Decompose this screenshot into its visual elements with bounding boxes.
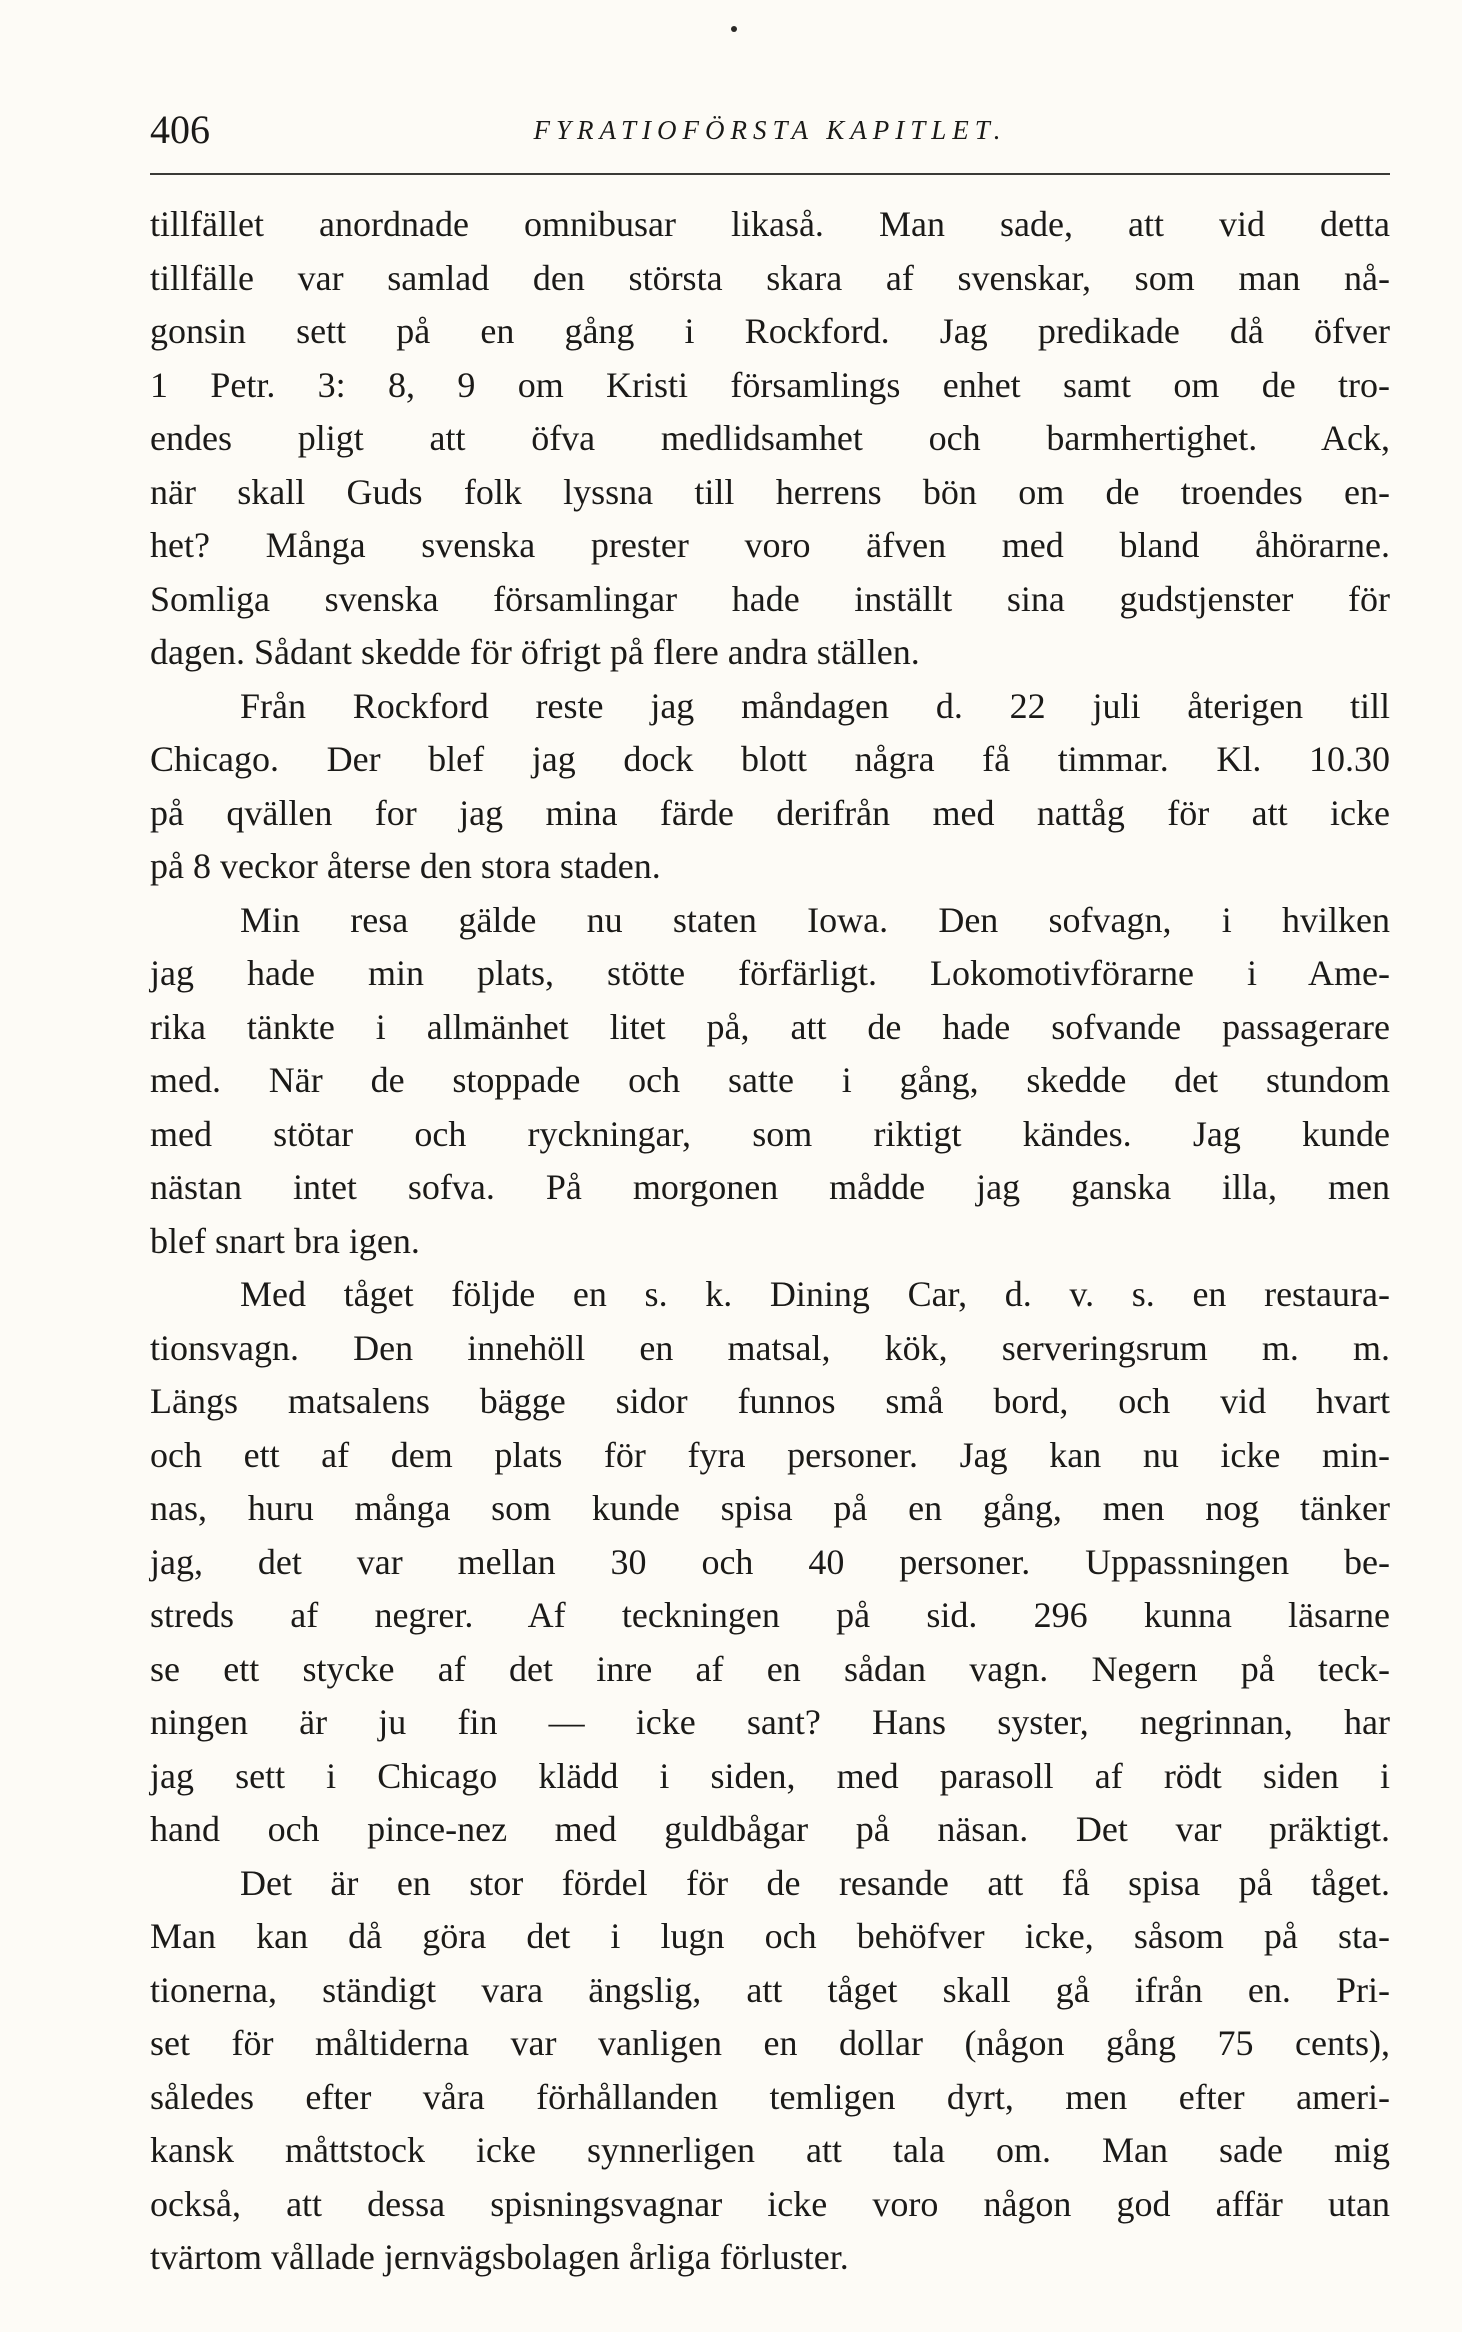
header-rule (150, 173, 1390, 175)
text-line: tvärtom vållade jernvägsbolagen årliga förluster. (150, 2237, 849, 2277)
text-line: med. När de stoppade och satte i gång, skedde det stundom (150, 1060, 1390, 1100)
text-line: ningen är ju fin — icke sant? Hans syster, negrinnan, har (150, 1702, 1390, 1742)
text-line: nästan intet sofva. På morgonen mådde jag ganska illa, men (150, 1167, 1390, 1207)
text-line: blef snart bra igen. (150, 1220, 420, 1261)
text-line: het? Många svenska prester voro äfven med bland åhörarne. (150, 525, 1390, 565)
body-text (150, 198, 1390, 2285)
text-line: när skall Guds folk lyssna till herrens bön om de troendes en- (150, 471, 1390, 512)
text-line: nas, huru många som kunde spisa på en gång, men nog tänker (150, 1488, 1390, 1528)
text-line: hand och pince-nez med guldbågar på näsan. Det var präktigt. (150, 1809, 1390, 1849)
text-line: jag hade min plats, stötte förfärligt. Lokomotivförarne i Ame- (150, 953, 1390, 993)
text-line: tillfälle var samlad den största skara af svenskar, som man nå- (150, 257, 1390, 298)
text-line: Från Rockford reste jag måndagen d. 22 juli återigen till (240, 685, 1390, 726)
text-line: rika tänkte i allmänhet litet på, att de hade sofvande passagerare (150, 1006, 1390, 1047)
text-line: Längs matsalens bägge sidor funnos små bord, och vid hvart (150, 1381, 1390, 1421)
text-line: se ett stycke af det inre af en sådan vagn. Negern på teck- (150, 1648, 1390, 1689)
text-line: 1 Petr. 3: 8, 9 om Kristi församlings enhet samt om de tro- (150, 364, 1390, 405)
text-line: Somliga svenska församlingar hade inställt sina gudstjenster för (150, 578, 1390, 619)
running-head: FYRATIOFÖRSTA KAPITLET. (533, 115, 1007, 145)
printer-mark-dot (731, 26, 737, 32)
text-line: kansk måttstock icke synnerligen att tala om. Man sade mig (150, 2130, 1390, 2170)
text-line: tionerna, ständigt vara ängslig, att tåget skall gå ifrån en. Pri- (150, 1969, 1390, 2010)
text-line: dagen. Sådant skedde för öfrigt på flere andra ställen. (150, 632, 920, 672)
page-header (150, 100, 1390, 160)
text-line: jag sett i Chicago klädd i siden, med parasoll af rödt siden i (150, 1755, 1390, 1796)
text-line: på qvällen for jag mina färde derifrån med nattåg för att icke (150, 792, 1390, 833)
text-line: och ett af dem plats för fyra personer. Jag kan nu icke min- (150, 1434, 1390, 1475)
text-line: set för måltiderna var vanligen en dollar (någon gång 75 cents), (150, 2023, 1390, 2063)
text-line: Med tåget följde en s. k. Dining Car, d. v. s. en restaura- (240, 1274, 1390, 1314)
page-number: 406 (150, 107, 210, 152)
text-line: således efter våra förhållanden temligen dyrt, men efter ameri- (150, 2076, 1390, 2117)
text-line: Man kan då göra det i lugn och behöfver icke, såsom på sta- (150, 1916, 1390, 1956)
text-line: Det är en stor fördel för de resande att få spisa på tåget. (240, 1862, 1390, 1903)
text-line: Min resa gälde nu staten Iowa. Den sofvagn, i hvilken (240, 899, 1390, 940)
text-line: streds af negrer. Af teckningen på sid. 296 kunna läsarne (150, 1595, 1390, 1635)
text-line: med stötar och ryckningar, som riktigt kändes. Jag kunde (150, 1113, 1390, 1154)
text-line: Chicago. Der blef jag dock blott några få timmar. Kl. 10.30 (150, 739, 1390, 779)
text-line: på 8 veckor återse den stora staden. (150, 846, 661, 886)
text-line: gonsin sett på en gång i Rockford. Jag predikade då öfver (150, 311, 1390, 351)
text-line: tillfället anordnade omnibusar likaså. Man sade, att vid detta (150, 204, 1390, 244)
text-line: tionsvagn. Den innehöll en matsal, kök, serveringsrum m. m. (150, 1327, 1390, 1368)
text-line: också, att dessa spisningsvagnar icke voro någon god affär utan (150, 2183, 1390, 2224)
text-line: endes pligt att öfva medlidsamhet och barmhertighet. Ack, (150, 418, 1390, 458)
text-line: jag, det var mellan 30 och 40 personer. Uppassningen be- (150, 1541, 1390, 1582)
